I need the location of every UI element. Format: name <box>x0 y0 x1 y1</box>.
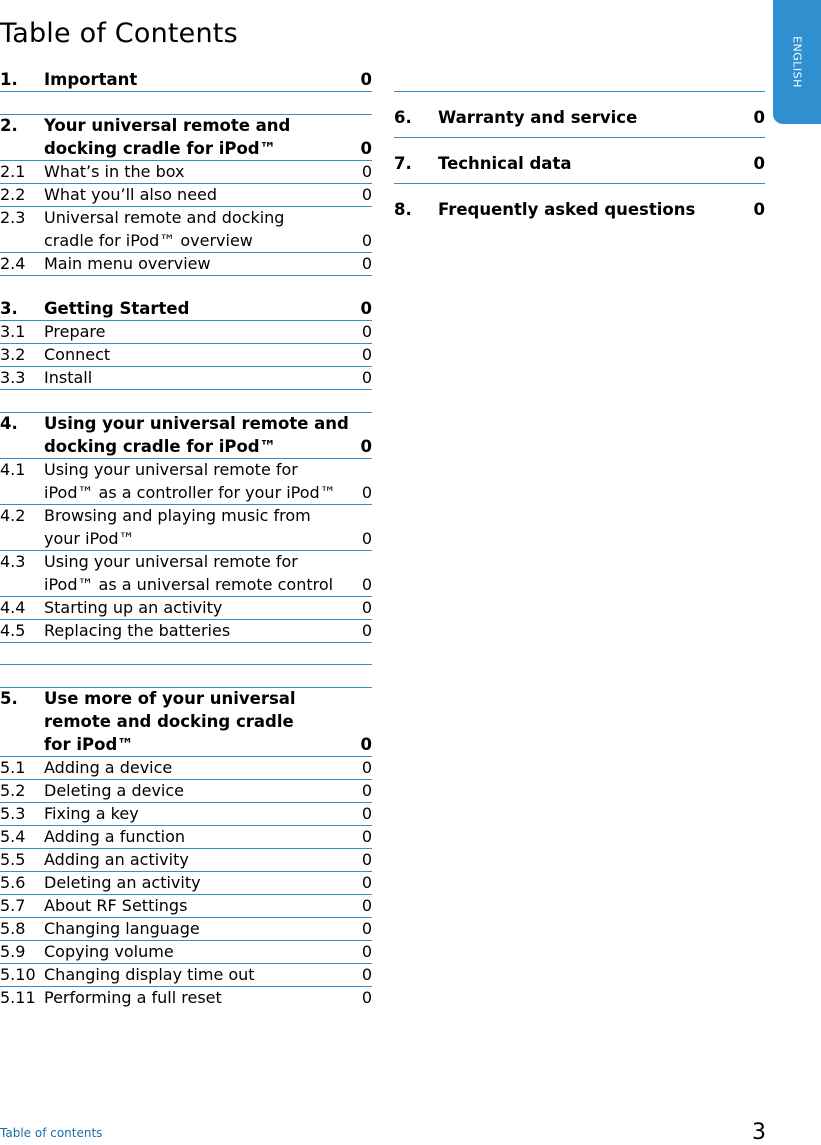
toc-entry-number: 6. <box>394 108 412 127</box>
toc-entry-title: Frequently asked questions <box>438 200 696 219</box>
toc-entry-title: Fixing a key <box>44 804 139 823</box>
toc-item-row[interactable] <box>0 550 372 573</box>
toc-entry-title: Replacing the batteries <box>44 621 231 640</box>
toc-item-row[interactable] <box>0 206 372 229</box>
toc-divider <box>0 642 372 643</box>
toc-divider <box>0 275 372 276</box>
toc-item-row[interactable] <box>0 527 372 550</box>
toc-item-row[interactable] <box>0 183 372 206</box>
toc-entry-title: Warranty and service <box>438 108 638 127</box>
toc-entry-page: 0 <box>361 322 372 341</box>
toc-entry-title: docking cradle for iPod™ <box>44 139 277 158</box>
toc-entry-title: docking cradle for iPod™ <box>44 437 277 456</box>
toc-section-row[interactable] <box>0 297 372 320</box>
toc-entry-title: About RF Settings <box>44 896 188 915</box>
toc-entry-number: 3.2 <box>0 345 26 364</box>
toc-section-row[interactable] <box>394 198 765 221</box>
toc-divider <box>0 389 372 390</box>
toc-entry-title: Connect <box>44 345 111 364</box>
toc-entry-number: 8. <box>394 200 412 219</box>
toc-entry-page: 0 <box>360 735 372 754</box>
toc-entry-title: iPod™ as a universal remote control <box>44 575 334 594</box>
toc-item-row[interactable] <box>0 848 372 871</box>
toc-entry-page: 0 <box>361 162 372 181</box>
toc-item-row[interactable] <box>0 320 372 343</box>
toc-entry-page: 0 <box>361 254 372 273</box>
toc-entry-number: 4.1 <box>0 460 26 479</box>
toc-entry-title: What’s in the box <box>44 162 185 181</box>
toc-entry-title: iPod™ as a controller for your iPod™ <box>44 483 336 502</box>
toc-entry-number: 3. <box>0 299 18 318</box>
toc-entry-number: 2. <box>0 116 18 135</box>
toc-entry-page: 0 <box>361 781 372 800</box>
toc-section-row[interactable] <box>0 412 372 435</box>
toc-item-row[interactable] <box>0 573 372 596</box>
toc-entry-title: Changing language <box>44 919 200 938</box>
toc-entry-page: 0 <box>361 850 372 869</box>
toc-entry-number: 5.3 <box>0 804 26 823</box>
toc-entry-number: 5.5 <box>0 850 26 869</box>
toc-entry-page: 0 <box>361 483 372 502</box>
toc-entry-number: 5.10 <box>0 965 36 984</box>
toc-item-row[interactable] <box>0 504 372 527</box>
toc-entry-title: Use more of your universal <box>44 689 296 708</box>
toc-entry-title: Copying volume <box>44 942 174 961</box>
toc-entry-page: 0 <box>360 437 372 456</box>
page-number: 3 <box>752 1120 766 1145</box>
toc-entry-number: 5.1 <box>0 758 26 777</box>
toc-item-row[interactable] <box>0 825 372 848</box>
toc-entry-number: 2.3 <box>0 208 26 227</box>
toc-entry-number: 3.1 <box>0 322 26 341</box>
toc-section-row[interactable] <box>394 106 765 129</box>
toc-section-row[interactable] <box>0 733 372 756</box>
page-title: Table of Contents <box>0 18 238 49</box>
toc-section-row[interactable] <box>0 435 372 458</box>
toc-item-row[interactable] <box>0 963 372 986</box>
toc-item-row[interactable] <box>0 619 372 642</box>
toc-divider <box>394 137 765 138</box>
toc-item-row[interactable] <box>0 779 372 802</box>
toc-section-row[interactable] <box>394 152 765 175</box>
toc-entry-page: 0 <box>360 299 372 318</box>
toc-entry-number: 1. <box>0 70 18 89</box>
toc-entry-number: 5. <box>0 689 18 708</box>
toc-entry-page: 0 <box>361 988 372 1007</box>
toc-entry-page: 0 <box>361 965 372 984</box>
toc-entry-title: your iPod™ <box>44 529 135 548</box>
toc-entry-page: 0 <box>361 368 372 387</box>
toc-entry-page: 0 <box>361 827 372 846</box>
toc-entry-title: for iPod™ <box>44 735 134 754</box>
toc-section-row[interactable] <box>0 137 372 160</box>
toc-entry-title: Adding a function <box>44 827 186 846</box>
language-tab <box>773 0 821 124</box>
toc-section-row[interactable] <box>0 710 372 733</box>
toc-entry-page: 0 <box>361 896 372 915</box>
toc-entry-title: Adding a device <box>44 758 173 777</box>
toc-entry-page: 0 <box>361 758 372 777</box>
toc-item-row[interactable] <box>0 458 372 481</box>
toc-entry-title: Adding an activity <box>44 850 189 869</box>
toc-item-row[interactable] <box>0 986 372 1009</box>
toc-entry-page: 0 <box>360 70 372 89</box>
toc-entry-page: 0 <box>361 942 372 961</box>
footer-section-label: Table of contents <box>0 1126 103 1140</box>
toc-entry-title: What you’ll also need <box>44 185 218 204</box>
toc-entry-page: 0 <box>361 231 372 250</box>
toc-entry-number: 4.2 <box>0 506 26 525</box>
toc-entry-title: Changing display time out <box>44 965 255 984</box>
toc-section-row[interactable] <box>0 68 372 91</box>
toc-entry-title: cradle for iPod™ overview <box>44 231 253 250</box>
toc-divider <box>394 91 765 92</box>
toc-entry-title: Technical data <box>438 154 572 173</box>
toc-entry-number: 5.11 <box>0 988 36 1007</box>
toc-entry-number: 4.4 <box>0 598 26 617</box>
toc-item-row[interactable] <box>0 802 372 825</box>
toc-entry-page: 0 <box>361 185 372 204</box>
toc-entry-number: 2.1 <box>0 162 26 181</box>
toc-item-row[interactable] <box>0 940 372 963</box>
toc-item-row[interactable] <box>0 229 372 252</box>
toc-entry-page: 0 <box>361 575 372 594</box>
toc-entry-title: Using your universal remote for <box>44 552 298 571</box>
toc-entry-number: 7. <box>394 154 412 173</box>
toc-item-row[interactable] <box>0 894 372 917</box>
toc-item-row[interactable] <box>0 160 372 183</box>
toc-entry-number: 5.8 <box>0 919 26 938</box>
toc-entry-number: 4.5 <box>0 621 26 640</box>
toc-entry-title: Install <box>44 368 93 387</box>
toc-entry-number: 2.4 <box>0 254 26 273</box>
toc-entry-number: 2.2 <box>0 185 26 204</box>
toc-entry-number: 4. <box>0 414 18 433</box>
toc-entry-title: Important <box>44 70 138 89</box>
toc-entry-title: Using your universal remote and <box>44 414 349 433</box>
toc-entry-number: 5.4 <box>0 827 26 846</box>
toc-entry-title: Main menu overview <box>44 254 211 273</box>
toc-item-row[interactable] <box>0 756 372 779</box>
toc-item-row[interactable] <box>0 343 372 366</box>
toc-entry-title: Prepare <box>44 322 106 341</box>
toc-item-row[interactable] <box>0 252 372 275</box>
toc-entry-page: 0 <box>361 345 372 364</box>
toc-entry-page: 0 <box>361 529 372 548</box>
toc-section-row[interactable] <box>0 114 372 137</box>
toc-section-row[interactable] <box>0 687 372 710</box>
toc-divider <box>394 183 765 184</box>
toc-entry-number: 5.9 <box>0 942 26 961</box>
toc-entry-page: 0 <box>361 919 372 938</box>
toc-entry-page: 0 <box>361 873 372 892</box>
toc-item-row[interactable] <box>0 366 372 389</box>
toc-entry-page: 0 <box>753 200 765 219</box>
toc-entry-title: Browsing and playing music from <box>44 506 311 525</box>
toc-item-row[interactable] <box>0 917 372 940</box>
toc-entry-page: 0 <box>753 108 765 127</box>
toc-entry-number: 4.3 <box>0 552 26 571</box>
toc-entry-title: Using your universal remote for <box>44 460 298 479</box>
toc-entry-title: Your universal remote and <box>44 116 291 135</box>
toc-item-row[interactable] <box>0 596 372 619</box>
toc-entry-page: 0 <box>360 139 372 158</box>
toc-entry-page: 0 <box>361 804 372 823</box>
toc-entry-title: Deleting an activity <box>44 873 201 892</box>
toc-entry-title: Starting up an activity <box>44 598 223 617</box>
toc-entry-page: 0 <box>753 154 765 173</box>
toc-entry-page: 0 <box>361 621 372 640</box>
toc-entry-number: 5.6 <box>0 873 26 892</box>
toc-entry-page: 0 <box>361 598 372 617</box>
toc-item-row[interactable] <box>0 871 372 894</box>
toc-entry-title: Performing a full reset <box>44 988 222 1007</box>
toc-entry-title: Getting Started <box>44 299 190 318</box>
toc-entry-number: 3.3 <box>0 368 26 387</box>
toc-entry-title: Deleting a device <box>44 781 184 800</box>
toc-entry-number: 5.2 <box>0 781 26 800</box>
toc-entry-title: remote and docking cradle <box>44 712 294 731</box>
toc-item-row[interactable] <box>0 481 372 504</box>
toc-entry-title: Universal remote and docking <box>44 208 285 227</box>
language-tab-label: ENGLISH <box>790 36 804 88</box>
toc-divider <box>0 91 372 92</box>
toc-entry-number: 5.7 <box>0 896 26 915</box>
toc-divider <box>0 664 372 665</box>
